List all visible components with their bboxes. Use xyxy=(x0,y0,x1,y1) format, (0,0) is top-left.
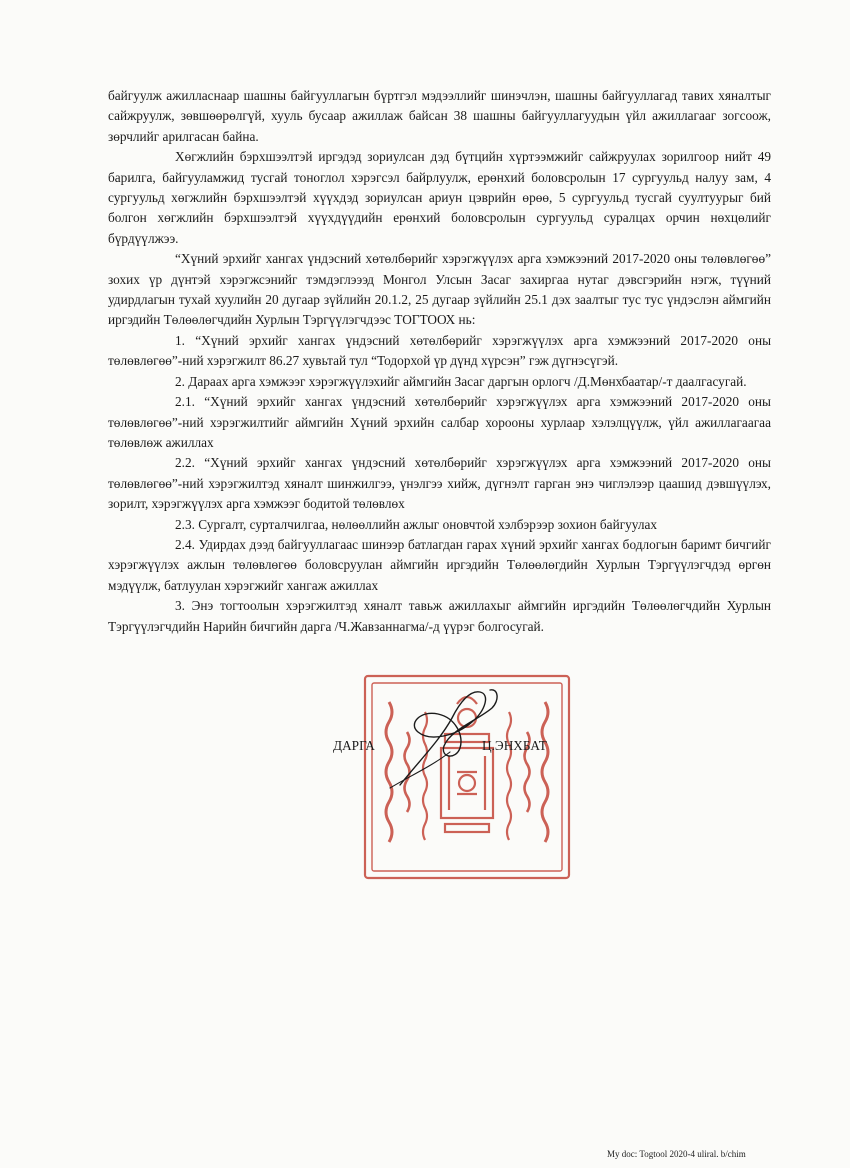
resolution-body xyxy=(108,86,771,637)
paragraph-item-2: 2. Дараах арга хэмжээг хэрэгжүүлэхийг аймгийн Засаг даргын орлогч /Д.Мөнхбаатар/-т даалгасугай. xyxy=(175,373,747,389)
signatory-title: ДАРГА xyxy=(333,738,375,753)
signatory-name: Ц.ЭНХБАТ xyxy=(482,738,547,753)
paragraph-item-2-4: 2.4. Удирдах дээд байгууллагаас шинээр батлагдан гарах хүний эрхийг хангах бодлогын баримт бичгийг хэрэгжүүлэх ажлын төлөвлөгөө боловсруулан аймгийн иргэдийн Төлөөлөгдийн Хурлын Тэргүүлэгчдэд өргөн мэдүүлж, батлуулан хэрэгжийг хангаж ажиллах xyxy=(108,536,771,593)
paragraph-item-2-1: 2.1. “Хүний эрхийг хангах үндэсний хөтөлбөрийг хэрэгжүүлэх арга хэмжээний 2017-2020 оны төлөвлөгөө”-ний хэрэгжилтийг аймгийн Хүний эрхийн салбар хорооны хурлаар хэлэлцүүлж, үйл ажиллагаагаа төлөвлөж ажиллах xyxy=(108,394,771,450)
paragraph-item-3: 3. Энэ тогтоолын хэрэгжилтэд хяналт тавьж ажиллахыг аймгийн иргэдийн Төлөөлөгчдийн Хурлын Тэргүүлэгчдийн Нарийн бичгийн дарга /Ч.Жавзаннагма/-д үүрэг болгосугай. xyxy=(108,598,771,634)
paragraph-disability-infrastructure: Хөгжлийн бэрхшээлтэй иргэдэд зориулсан дэд бүтцийн хүртээмжийг сайжруулах зорилгоор нийт 49 барилга, байгууламжид тусгай тоноглол хэрэгсэл байрлуулж, ерөнхий боловсролын 17 сургуульд налуу зам, 4 сургуульд хөгжлийн бэрхшээлтэй хүүхдэд зориулсан ариун цэврийн өрөө, 5 сургуульд тусгай суултуурыг бий болгон хөгжлийн бэрхшээлтэй хүүхдүүдийн ерөнхий боловсролын сургуульд суралцах орчин нөхцөлийг бүрдүүлжээ. xyxy=(108,149,771,246)
paragraph-continuation: байгуулж ажилласнаар шашны байгууллагын бүртгэл мэдээллийг шинэчлэн, шашны байгууллагад тавих хяналтыг сайжруулж, зөвшөөрөлгүй, хууль бусаар ажиллаж байсан 38 шашны байгууллагуудын үйл ажиллагааг зогсоож, зөрчлийг арилгасан байна. xyxy=(108,88,771,144)
document-footer: My doc: Togtool 2020-4 uliral. b/chim xyxy=(607,1149,746,1159)
paragraph-item-1: 1. “Хүний эрхийг хангах үндэсний хөтөлбөрийг хэрэгжүүлэх арга хэмжээний 2017-2020 оны төлөвлөгөө”-ний хэрэгжилт 86.27 хувьтай тул “Тодорхой үр дүнд хүрсэн” гэж дүгнэсүгэй. xyxy=(108,332,771,369)
paragraph-resolution-basis: “Хүний эрхийг хангах үндэсний хөтөлбөрийг хэрэгжүүлэх арга хэмжээний 2017-2020 оны төлөвлөгөө” зохих үр дүнтэй хэрэгжсэнийг тэмдэглэээд Монгол Улсын Засаг захиргаа нутаг дэвсгэрийн нэгж, түүний удирдлагын тухай хуулийн 20 дугаар зүйлийн 20.1.2, 25 дугаар зүйлийн 25.1 дэх заалтыг тус тус үндэслэн аймгийн иргэдийн Төлөөлөгчдийн Хурлын Тэргүүлэгчдээс ТОГТООХ нь: xyxy=(108,251,771,328)
handwritten-signature xyxy=(360,680,530,790)
paragraph-item-2-2: 2.2. “Хүний эрхийг хангах үндэсний хөтөлбөрийг хэрэгжүүлэх арга хэмжээний 2017-2020 оны төлөвлөгөө”-ний хэрэгжилтэд хяналт шинжилгээ, үнэлгээ хийж, дүгнэлт гарган энэ чиглэлээр цаашид дэвшүүлэх, зорилт, хэрэгжүүлэх арга хэмжээг бодитой төлөвлөх xyxy=(108,455,771,512)
paragraph-item-2-3: 2.3. Сургалт, сурталчилгаа, нөлөөллийн ажлыг оновчтой хэлбэрээр зохион байгуулах xyxy=(175,516,658,532)
